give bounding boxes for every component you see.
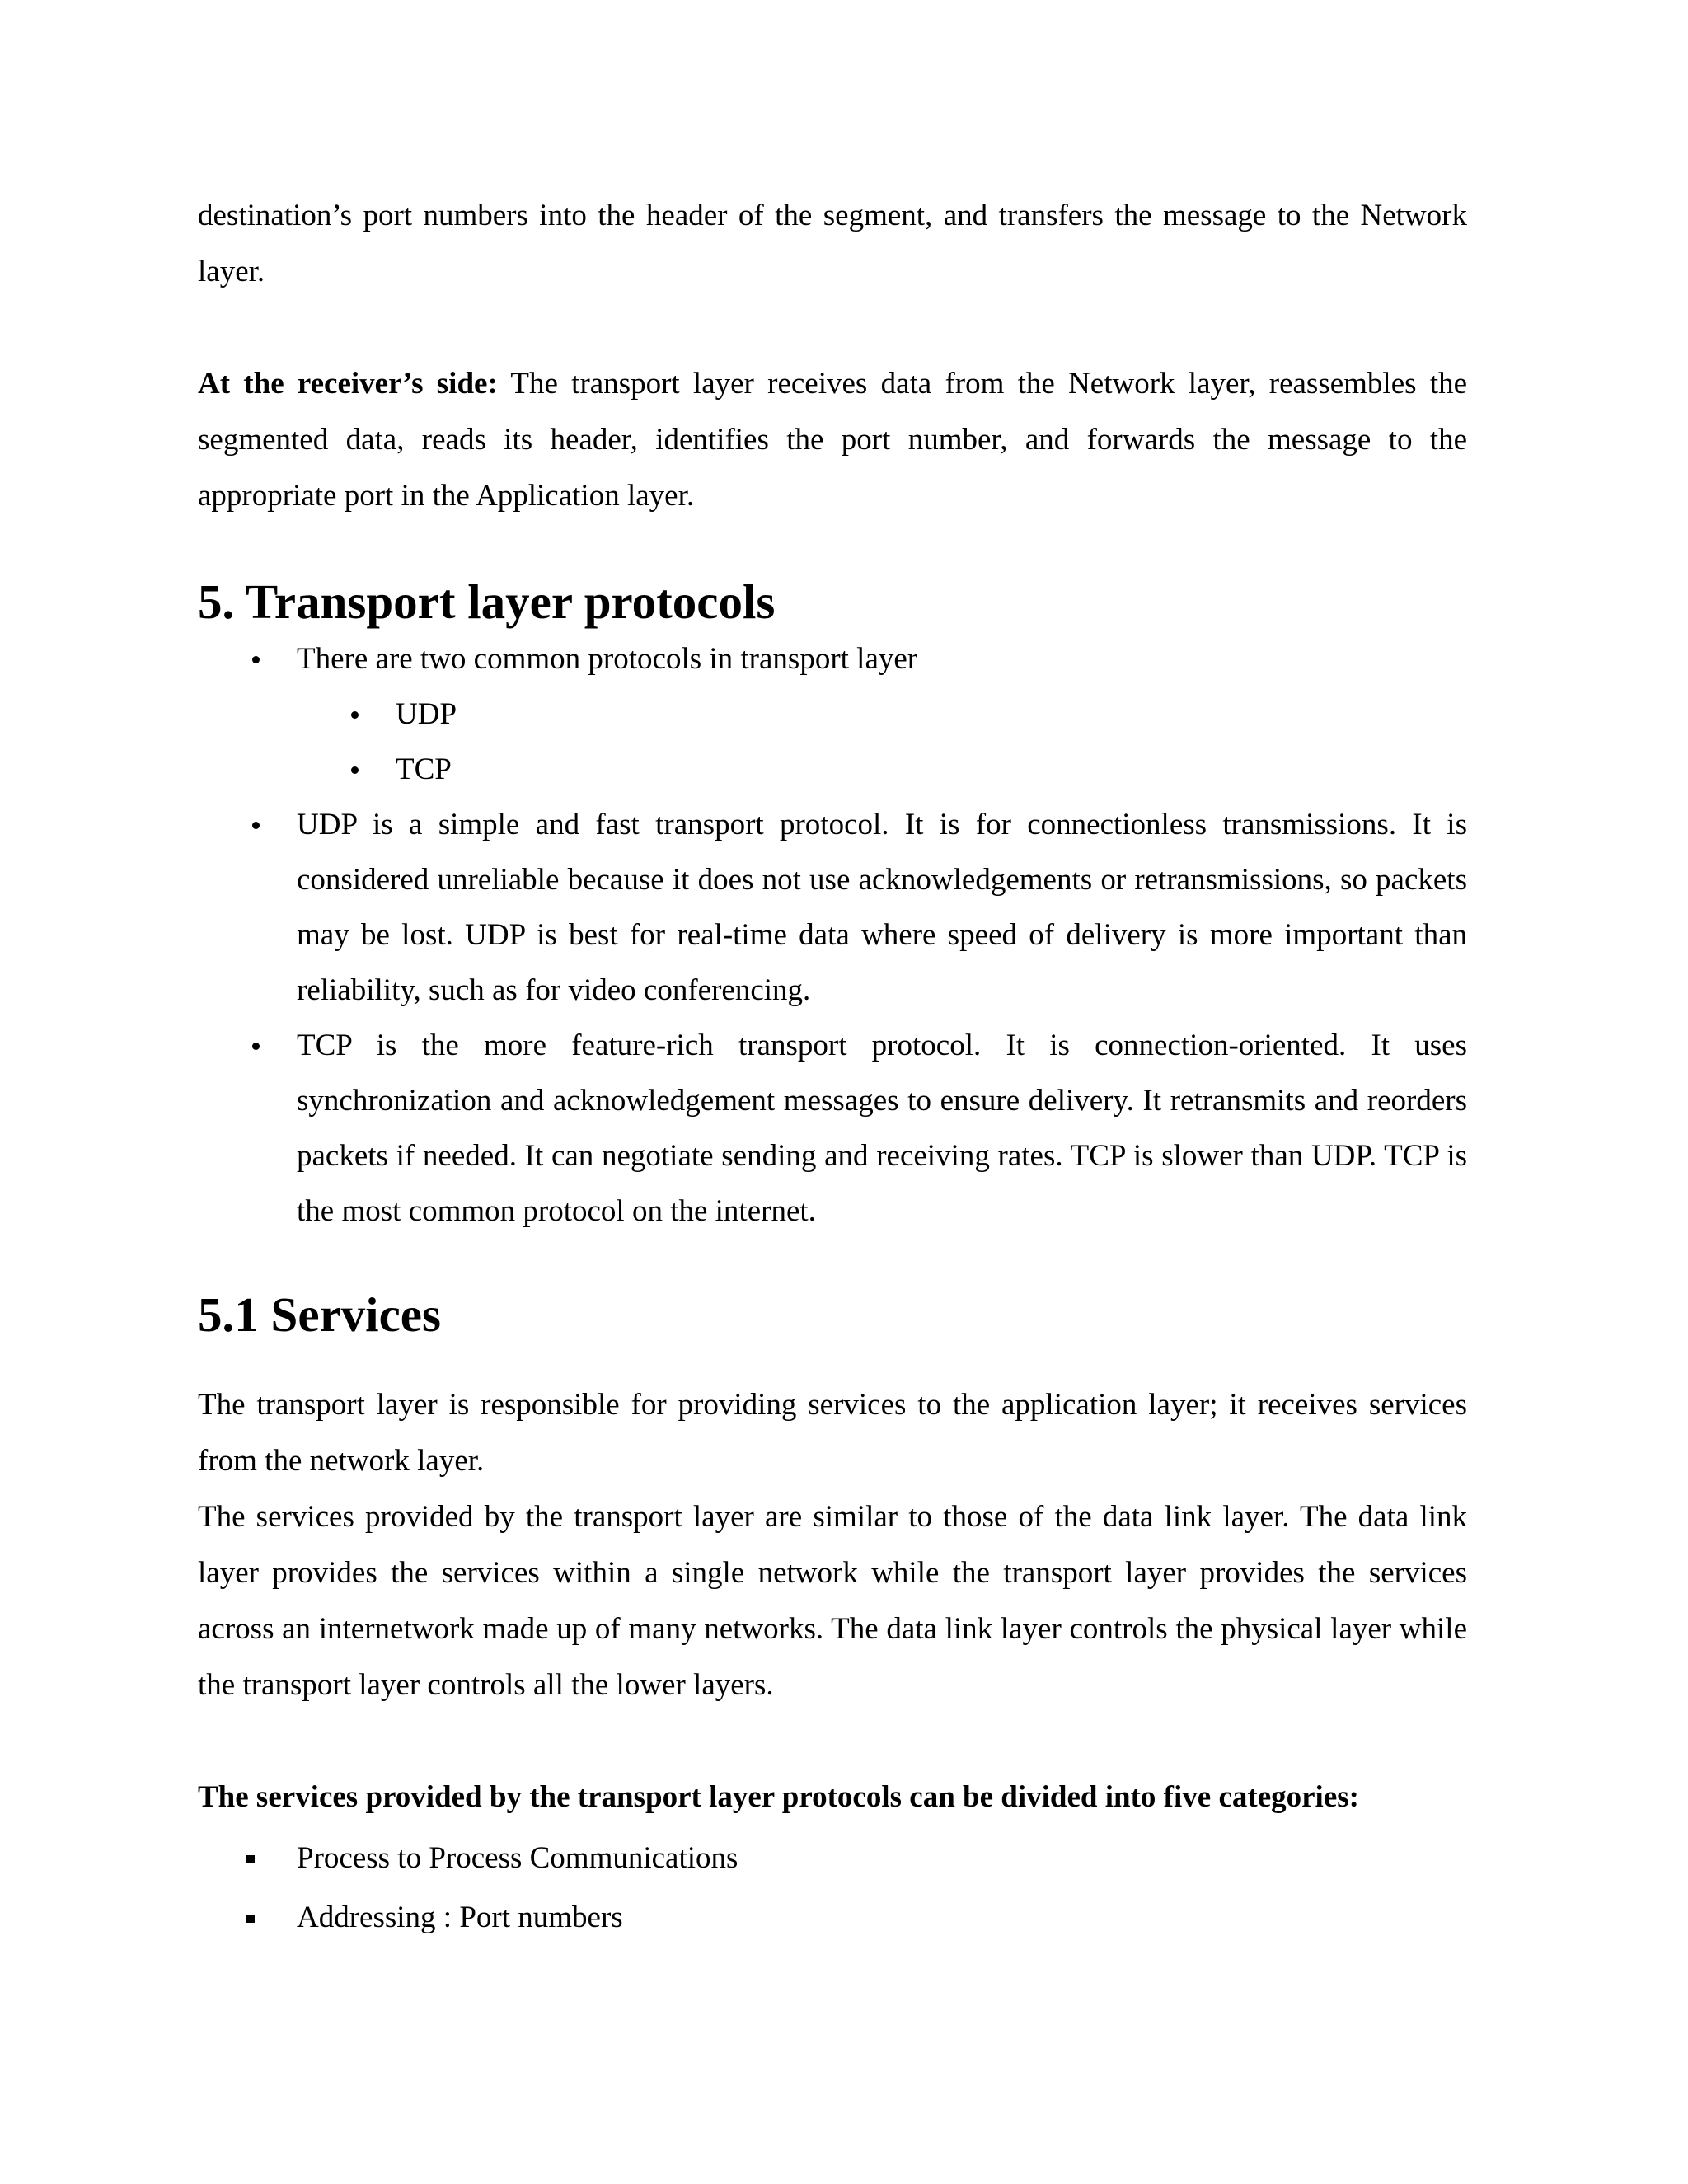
list-item [198,1018,1467,1239]
list-item [198,631,1467,797]
category-label: Addressing : Port numbers [297,1900,623,1934]
tcp-description: TCP is the more feature-rich transport protocol. It is connection-oriented. It uses synchronization and acknowledgement messages to ensure delivery. It retransmits and reorders packets if needed. It can negotiate sending and receiving rates. TCP is slower than UDP. TCP is the most common protocol on the internet. [297,1029,1467,1228]
receiver-side-paragraph [198,356,1467,524]
services-paragraph-1: The transport layer is responsible for providing services to the application layer; it receives services from the network layer. [198,1388,1467,1478]
intro-continuation-paragraph: destination’s port numbers into the header of the segment, and transfers the message to the Network layer. [198,199,1467,288]
category-label: Process to Process Communications [297,1841,738,1875]
list-item [198,797,1467,1018]
udp-description: UDP is a simple and fast transport protocol. It is for connectionless transmissions. It is considered unreliable because it does not use acknowledgements or retransmissions, so packets may be lost. UDP is best for real-time data where speed of delivery is more important than reliability, such as for video conferencing. [297,808,1467,1007]
bullet-icon [351,711,359,719]
protocol-name-tcp: TCP [396,752,452,786]
protocols-intro-text: There are two common protocols in transport layer [297,642,918,676]
bullet-icon [252,1043,260,1050]
services-paragraph-2: The services provided by the transport layer are similar to those of the data link layer. The data link layer provides the services within a single network while the transport layer provides the services across an internetwork made up of many networks. The data link layer controls the physical layer while the transport layer controls all the lower layers. [198,1500,1467,1702]
list-item [198,1888,1467,1947]
list-item [297,687,1467,742]
section-5-heading: 5. Transport layer protocols [198,574,776,629]
page-content [198,188,1467,1947]
protocol-sublist [297,687,1467,797]
protocol-name-udp: UDP [396,697,457,731]
receiver-side-label: At the receiver’s side: [198,367,498,401]
protocols-bullet-list [198,631,1467,1239]
service-categories-heading: The services provided by the transport layer protocols can be divided into five categories: [198,1780,1359,1814]
service-categories-list [198,1829,1467,1947]
receiver-side-text: The transport layer receives data from the Network layer, reassembles the segmented data, reads its header, identifies the port number, and forwards the message to the appropriate port in the Application layer. [198,367,1467,513]
list-item [198,1829,1467,1888]
square-bullet-icon [246,1915,255,1923]
square-bullet-icon [246,1855,255,1863]
list-item [297,742,1467,797]
section-5-1-heading: 5.1 Services [198,1287,441,1342]
bullet-icon [252,822,260,829]
bullet-icon [252,656,260,663]
bullet-icon [351,766,359,774]
